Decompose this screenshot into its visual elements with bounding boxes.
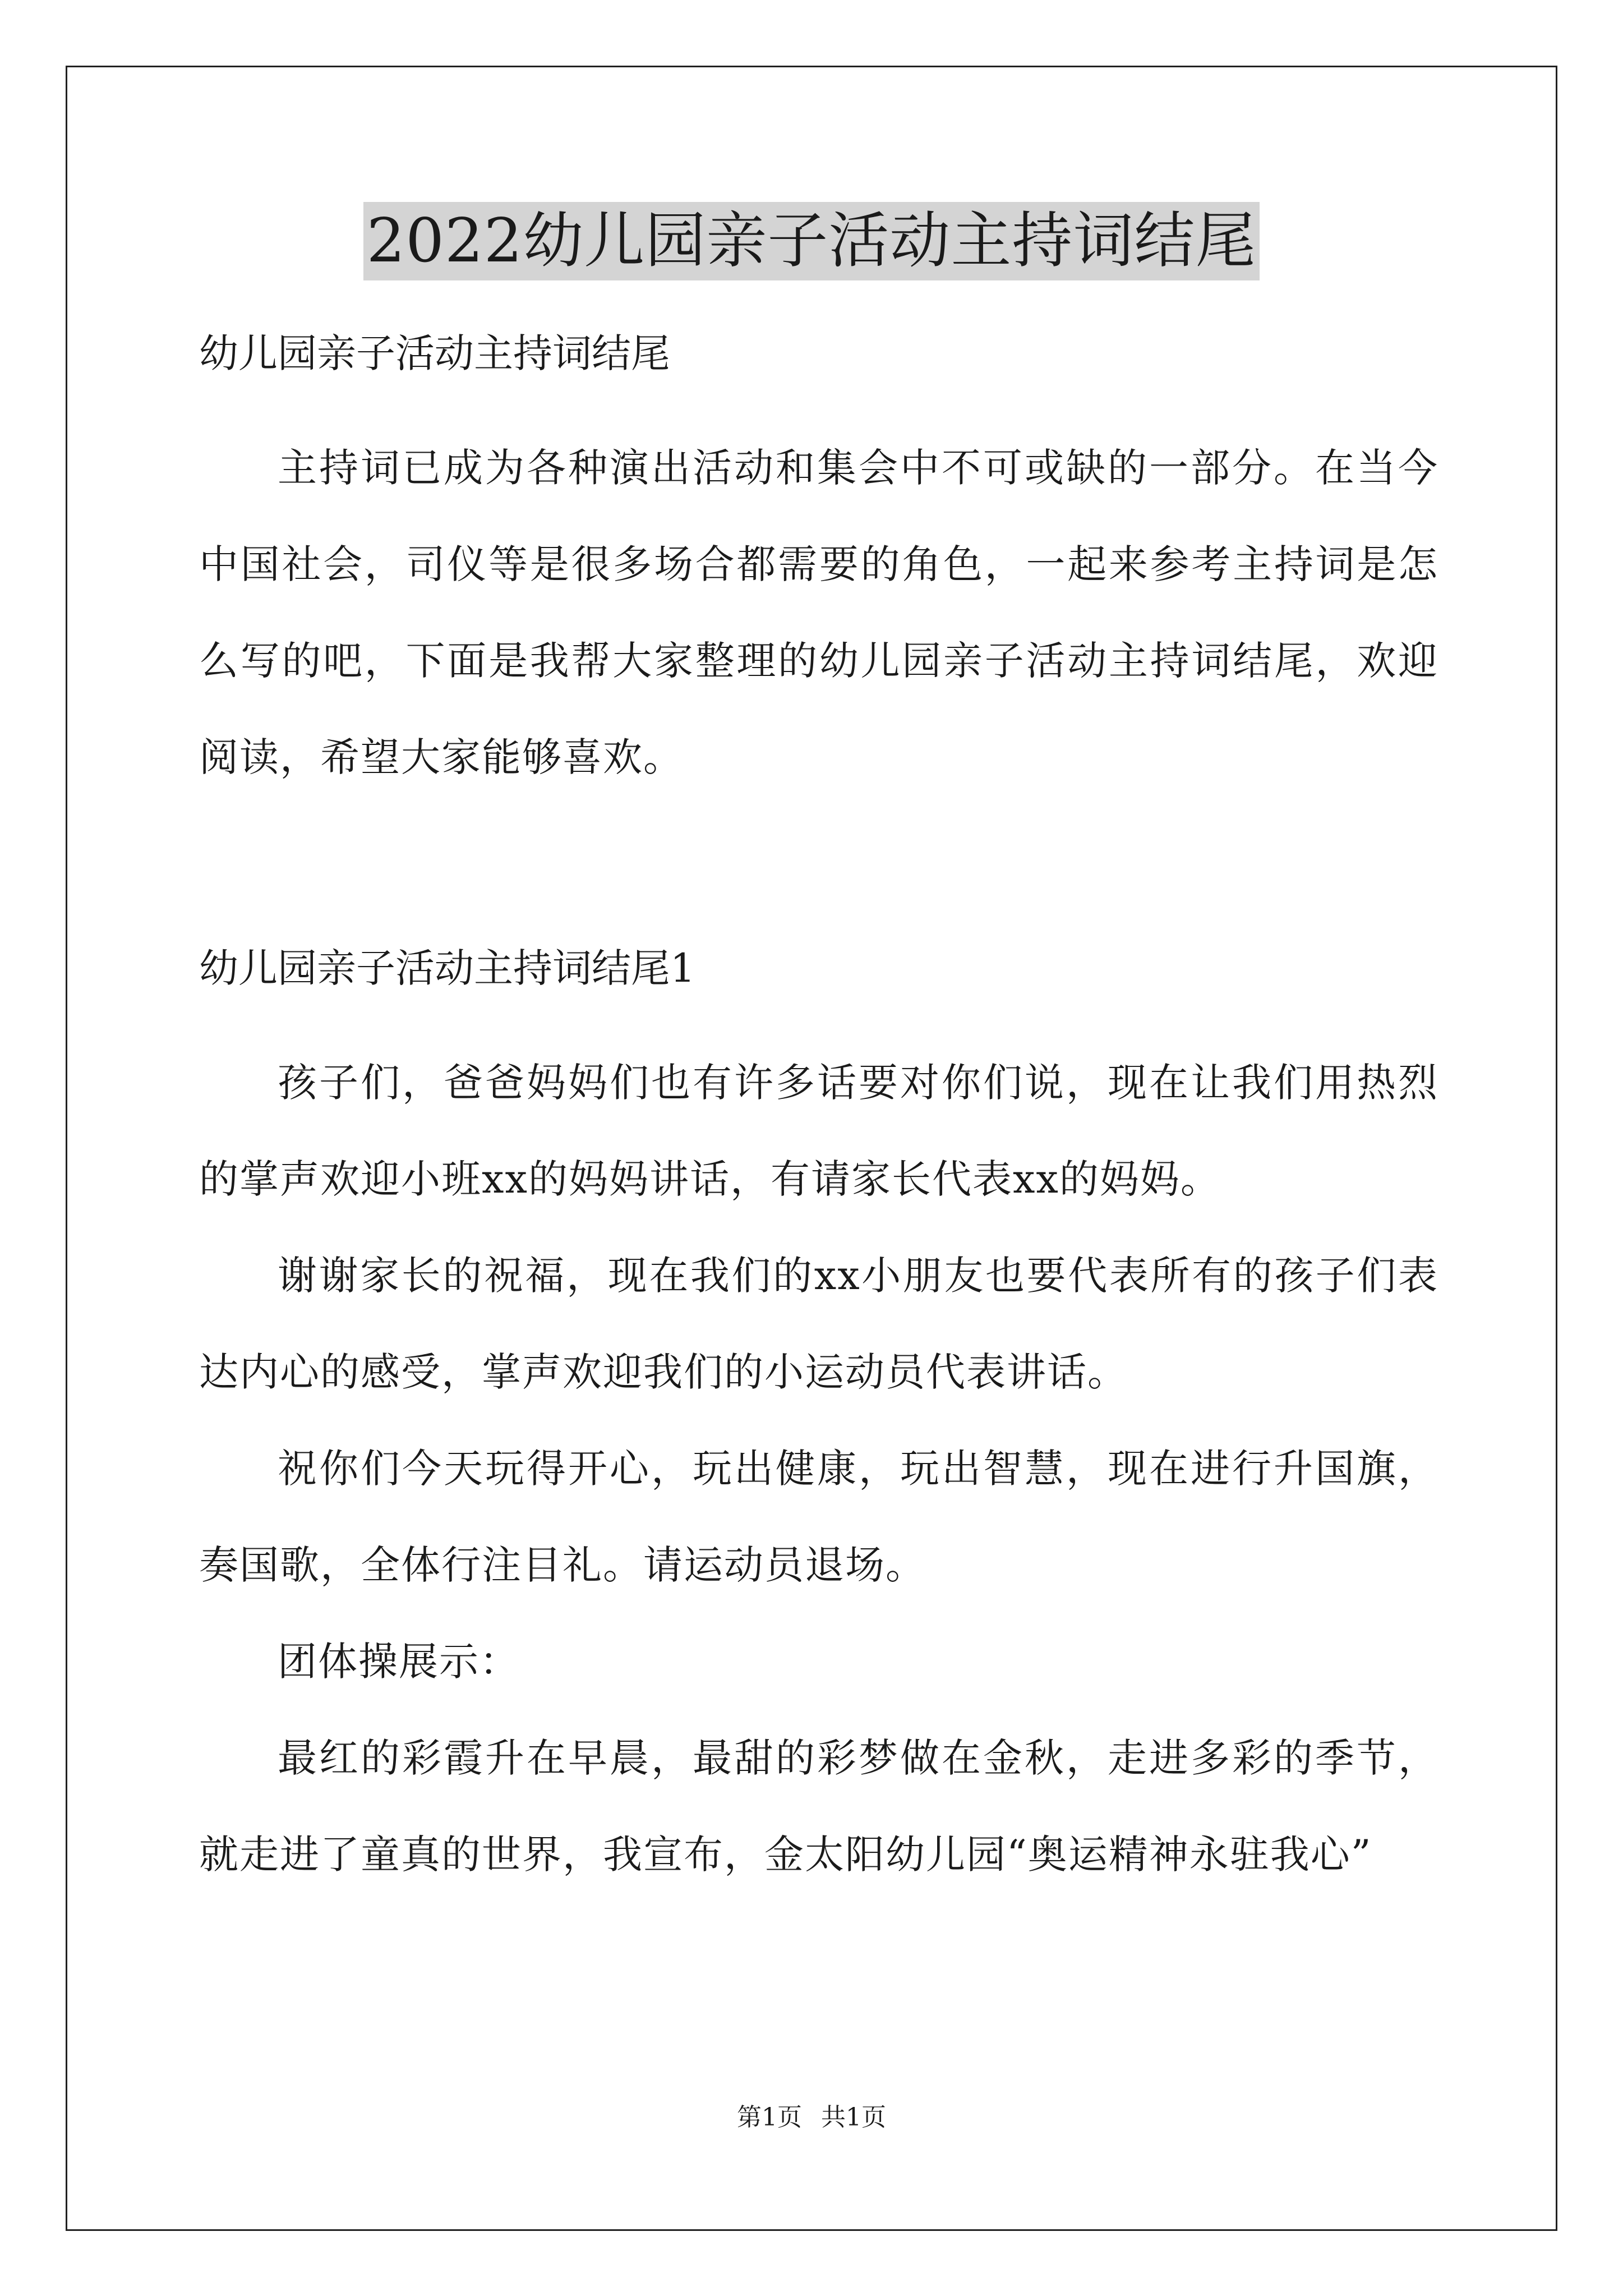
body-paragraph: 最红的彩霞升在早晨，最甜的彩梦做在金秋，走进多彩的季节，就走进了童真的世界，我宣布，金太阳幼儿园“奥运精神永驻我心”	[199, 1735, 1438, 1878]
document-title: 2022幼儿园亲子活动主持词结尾	[363, 202, 1260, 280]
intro-paragraph: 主持词已成为各种演出活动和集会中不可或缺的一部分。在当今中国社会，司仪等是很多场合都需要的角色，一起来参考主持词是怎么写的吧，下面是我帮大家整理的幼儿园亲子活动主持词结尾，欢迎阅读，希望大家能够喜欢。	[199, 445, 1438, 780]
page-total: 共1页	[821, 2103, 886, 2132]
page-number: 第1页	[737, 2103, 802, 2132]
body-paragraph: 祝你们今天玩得开心，玩出健康，玩出智慧，现在进行升国旗，奏国歌，全体行注目礼。请运动员退场。	[199, 1446, 1438, 1588]
body-paragraph: 团体操展示：	[278, 1639, 520, 1685]
page-footer	[0, 2101, 1623, 2134]
document-subtitle: 幼儿园亲子活动主持词结尾	[199, 330, 670, 376]
document-body	[199, 314, 1438, 1903]
body-paragraph: 孩子们，爸爸妈妈们也有许多话要对你们说，现在让我们用热烈的掌声欢迎小班xx的妈妈讲话，有请家长代表xx的妈妈。	[199, 1060, 1438, 1202]
title-container	[0, 202, 1623, 280]
section-heading: 幼儿园亲子活动主持词结尾1	[199, 945, 695, 991]
body-paragraph: 谢谢家长的祝福，现在我们的xx小朋友也要代表所有的孩子们表达内心的感受，掌声欢迎我们的小运动员代表讲话。	[199, 1253, 1438, 1395]
